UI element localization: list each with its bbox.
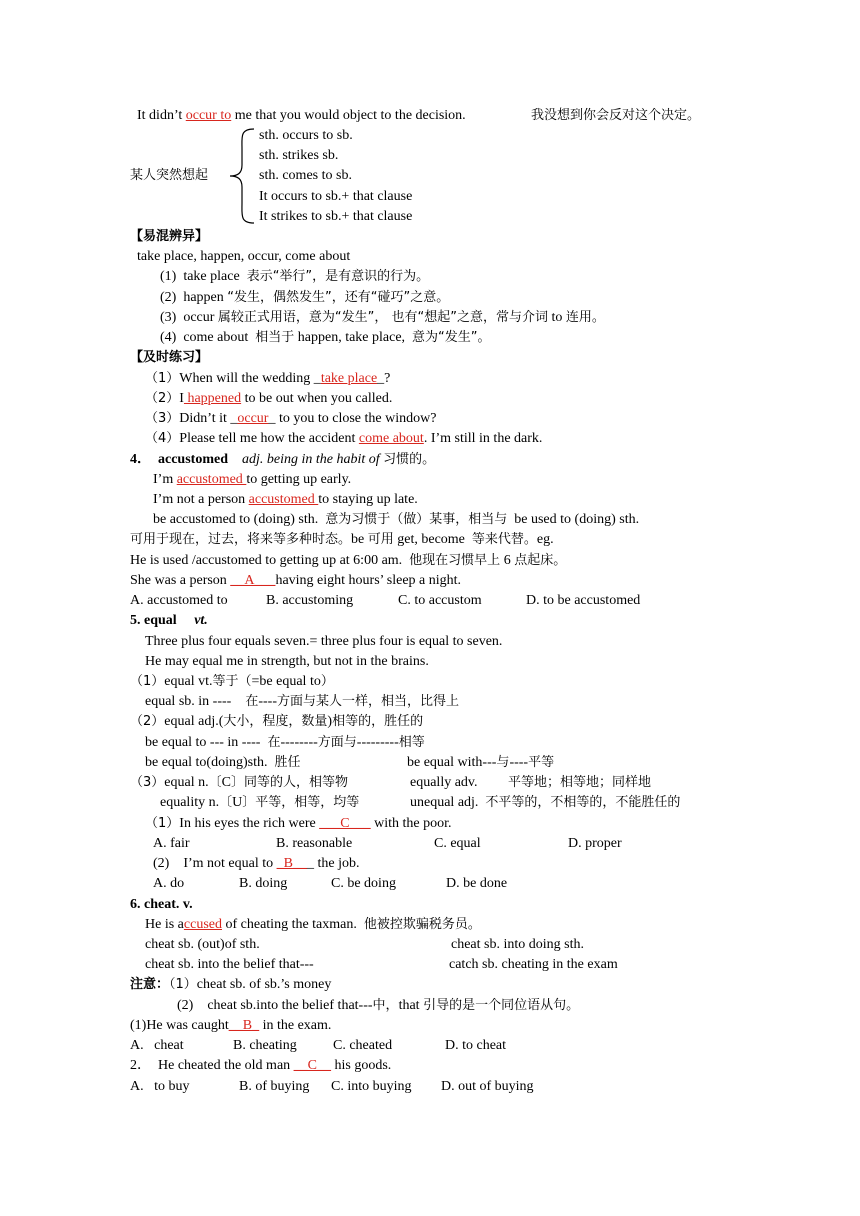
text-run: 引导的是一个同位语从句。: [423, 998, 580, 1013]
text-run: He may equal me in strength, but not in the brains.: [145, 654, 429, 669]
text-line: [145, 956, 314, 974]
text-line: [145, 815, 451, 833]
text-run: equality n.: [160, 795, 220, 810]
text-line: [568, 835, 622, 853]
text-line: [130, 1037, 184, 1055]
text-run: 不平等的，不相等的，不能胜任的: [485, 795, 681, 810]
text-line: [531, 107, 700, 125]
text-line: [508, 774, 651, 792]
text-run: 〕同等的人，相等物: [230, 775, 348, 790]
text-run: She was a person: [130, 573, 231, 588]
text-run: that: [398, 998, 424, 1013]
text-run: C. equal: [434, 836, 481, 851]
text-line: [239, 875, 287, 893]
text-line: [153, 875, 184, 893]
text-run: to staying up late.: [318, 492, 418, 507]
text-run: (2) I’m not equal to: [153, 856, 277, 871]
answer-text: __A___: [230, 573, 276, 588]
text-line: [153, 471, 351, 489]
text-line: [153, 835, 190, 853]
text-line: [130, 1057, 391, 1075]
text-run: happen, take place,: [294, 330, 413, 345]
text-run: I: [179, 391, 184, 406]
curly-brace-icon: [228, 127, 258, 225]
text-run: 胜任: [274, 755, 301, 770]
text-run: 等来代替。: [471, 532, 537, 547]
text-line: [130, 713, 423, 731]
answer-text: come about: [358, 431, 424, 446]
text-run: D. to be accustomed: [526, 593, 641, 608]
text-line: [130, 552, 566, 570]
text-run: （2）: [130, 714, 165, 729]
text-run: U: [232, 795, 243, 810]
text-run: In his eyes the rich were: [179, 816, 320, 831]
text-run: _?: [377, 371, 391, 386]
text-line: [130, 1078, 190, 1096]
text-run: [228, 452, 242, 467]
text-run: get, become: [393, 532, 472, 547]
text-line: [130, 349, 208, 367]
text-line: [145, 936, 260, 954]
text-run: . I’m still in the dark.: [423, 431, 543, 446]
text-line: [160, 309, 605, 327]
text-run: B. reasonable: [276, 836, 353, 851]
text-run: equal vt.: [164, 674, 213, 689]
text-run: to getting up early.: [246, 472, 352, 487]
text-run: D. be done: [446, 876, 508, 891]
text-line: [259, 167, 352, 185]
text-line: [130, 896, 193, 914]
text-run: It didn’t: [137, 108, 186, 123]
text-run: (2) cheat sb.into the belief that---: [177, 998, 373, 1013]
text-line: [410, 774, 478, 792]
text-line: [451, 936, 584, 954]
text-run: be equal to --- in ----: [145, 735, 268, 750]
text-line: [333, 1037, 392, 1055]
answer-text: occur to: [185, 108, 232, 123]
text-run: _ to you to close the window?: [268, 411, 437, 426]
text-run: ----: [509, 755, 529, 770]
answer-text: __C__: [293, 1058, 332, 1073]
text-run: C: [221, 775, 231, 790]
text-line: [434, 835, 481, 853]
text-run: his goods.: [331, 1058, 392, 1073]
text-line: [130, 228, 208, 246]
text-line: [276, 835, 352, 853]
text-run: “发生，偶然发生”，还有“碰巧”之意。: [227, 290, 450, 305]
text-run: 6: [500, 553, 515, 568]
text-line: [137, 248, 350, 266]
text-run: （2）: [145, 391, 180, 406]
text-run: (1) take place: [160, 269, 247, 284]
text-line: [177, 997, 579, 1015]
text-run: 在: [267, 735, 281, 750]
text-run: 意为“发生”。: [412, 330, 491, 345]
text-run: C. cheated: [333, 1038, 393, 1053]
answer-text: take place: [320, 371, 378, 386]
text-line: [130, 774, 348, 792]
text-line: [239, 1078, 309, 1096]
text-line: [145, 370, 390, 388]
text-run: A. cheat: [130, 1038, 184, 1053]
text-line: [259, 127, 353, 145]
text-run: 意为习惯于（做）某事，相当与: [325, 512, 508, 527]
text-run: He is a: [145, 917, 184, 932]
text-run: ----: [258, 694, 277, 709]
answer-text: __B_: [228, 1018, 260, 1033]
text-run: He is used /accustomed to getting up at 6:00 am.: [130, 553, 410, 568]
text-line: [130, 1017, 331, 1035]
text-run: 注意：: [130, 977, 170, 992]
text-run: ): [327, 714, 333, 729]
text-run: Didn’t it _: [179, 411, 238, 426]
text-line: [153, 491, 418, 509]
text-line: [137, 107, 466, 125]
answer-text: ___C___: [319, 816, 371, 831]
text-run: 表示“举行”，是有意识的行为。: [246, 269, 430, 284]
text-run: 2． He cheated the old man: [130, 1058, 294, 1073]
text-run: I’m: [153, 472, 177, 487]
text-run: D. to cheat: [445, 1038, 507, 1053]
text-run: B. accustoming: [266, 593, 354, 608]
text-run: be equal to(doing)sth.: [145, 755, 275, 770]
answer-text: accustomed: [176, 472, 247, 487]
text-run: be accustomed to (doing) sth.: [153, 512, 326, 527]
text-run: to: [548, 310, 566, 325]
text-line: [145, 734, 425, 752]
text-run: （1）: [130, 674, 165, 689]
text-run: having eight hours’ sleep a night.: [275, 573, 462, 588]
text-line: [160, 268, 429, 286]
text-run: 与: [496, 755, 510, 770]
text-line: [407, 754, 554, 772]
text-run: A. accustomed to: [130, 593, 228, 608]
text-run: 〔: [208, 775, 222, 790]
answer-text: occur: [237, 411, 269, 426]
text-run: with the poor.: [370, 816, 452, 831]
text-run: me that you would object to the decision.: [231, 108, 466, 123]
text-run: equal n.: [164, 775, 209, 790]
text-line: [266, 592, 353, 610]
text-run: 大小，程度，数量: [223, 714, 328, 729]
text-run: B. of buying: [239, 1079, 310, 1094]
text-run: （1）: [145, 816, 180, 831]
text-line: [410, 794, 680, 812]
text-run: A. do: [153, 876, 185, 891]
text-line: [259, 147, 338, 165]
text-line: [446, 875, 507, 893]
text-run: vt.: [194, 613, 208, 628]
text-line: [441, 1078, 534, 1096]
text-run: ---------: [356, 735, 399, 750]
text-run: C. be doing: [331, 876, 396, 891]
text-run: 方面与: [317, 735, 357, 750]
text-run: 我没想到你会反对这个决定。: [531, 108, 701, 123]
text-run: （1）: [145, 371, 180, 386]
text-run: （3）: [145, 411, 180, 426]
text-run: eg.: [536, 532, 554, 547]
text-line: [160, 289, 449, 307]
text-run: adj. being in the habit of: [242, 452, 384, 467]
text-run: 6. cheat. v.: [130, 897, 193, 912]
text-run: 【及时练习】: [130, 350, 209, 365]
text-run: 5. equal: [130, 613, 177, 628]
text-line: [160, 794, 359, 812]
answer-text: accustomed: [248, 492, 319, 507]
text-run: be equal with---: [407, 755, 497, 770]
text-run: D. proper: [568, 836, 622, 851]
text-line: [153, 511, 639, 529]
text-run: Three plus four equals seven.= three plus four is equal to seven.: [145, 634, 503, 649]
text-line: [233, 1037, 297, 1055]
text-run: be: [351, 532, 368, 547]
text-run: A. to buy: [130, 1079, 190, 1094]
text-run: to be out when you called.: [241, 391, 393, 406]
text-line: [145, 390, 392, 408]
text-run: 【易混辨异】: [130, 229, 209, 244]
text-run: B. doing: [239, 876, 288, 891]
text-run: [177, 613, 195, 628]
text-run: 相等: [398, 735, 425, 750]
text-run: （1）: [169, 977, 197, 992]
text-run: B. cheating: [233, 1038, 297, 1053]
text-run: cheat sb. (out)of sth.: [145, 937, 260, 952]
text-line: [130, 167, 208, 185]
text-run: 他被控欺骗税务员。: [363, 917, 481, 932]
text-run: It occurs to sb.+ that clause: [259, 189, 413, 204]
text-run: equal sb. in ----: [145, 694, 246, 709]
text-run: 相当于: [255, 330, 295, 345]
text-run: 在: [245, 694, 259, 709]
text-run: sth. strikes sb.: [259, 148, 339, 163]
text-line: [331, 875, 396, 893]
text-line: [145, 916, 481, 934]
text-run: 可用于现在，过去，将来等多种时态。: [130, 532, 352, 547]
text-run: (3) occur: [160, 310, 218, 325]
text-run: 等于（: [212, 674, 252, 689]
text-run: ）: [320, 674, 334, 689]
text-run: 习惯的。: [383, 452, 436, 467]
text-run: cheat sb. into the belief that---: [145, 957, 314, 972]
text-run: sth. comes to sb.: [259, 168, 352, 183]
text-run: 属较正式用语，意为“发生”， 也有“想起”之意，常与介词: [217, 310, 548, 325]
text-line: [331, 1078, 412, 1096]
text-line: [130, 451, 435, 469]
text-run: Please tell me how the accident: [179, 431, 359, 446]
text-run: catch sb. cheating in the exam: [449, 957, 618, 972]
text-run: in the exam.: [259, 1018, 332, 1033]
answer-text: ccused: [183, 917, 222, 932]
text-run: 平等地；相等地；同样地: [508, 775, 652, 790]
text-line: [130, 531, 554, 549]
text-run: C. to accustom: [398, 593, 482, 608]
text-line: [145, 410, 436, 428]
text-run: When will the wedding _: [179, 371, 321, 386]
text-run: unequal adj.: [410, 795, 486, 810]
text-line: [145, 653, 429, 671]
text-line: [130, 572, 461, 590]
text-run: 方面与某人一样，相当，比得上: [276, 694, 459, 709]
text-run: I’m not a person: [153, 492, 249, 507]
text-run: A. fair: [153, 836, 190, 851]
text-line: [130, 976, 331, 994]
text-run: equal adj.(: [164, 714, 224, 729]
text-run: (1)He was caught: [130, 1018, 229, 1033]
text-run: (4) come about: [160, 330, 256, 345]
text-run: equally adv.: [410, 775, 478, 790]
text-run: （3）: [130, 775, 165, 790]
text-run: D. out of buying: [441, 1079, 534, 1094]
text-run: It strikes to sb.+ that clause: [259, 209, 413, 224]
text-run: 相等的，胜任的: [332, 714, 424, 729]
text-run: =be equal to: [251, 674, 321, 689]
text-run: take place, happen, occur, come about: [137, 249, 351, 264]
text-run: 平等: [528, 755, 555, 770]
text-line: [160, 329, 491, 347]
text-line: [130, 592, 228, 610]
text-run: 某人突然想起: [130, 168, 209, 183]
text-line: [130, 673, 334, 691]
answer-text: _B__: [276, 856, 307, 871]
text-line: [259, 188, 412, 206]
text-run: 4． accustomed: [130, 452, 228, 467]
text-run: 他现在习惯早上: [409, 553, 501, 568]
text-run: 〕平等，相等，均等: [242, 795, 360, 810]
text-run: be used to (doing) sth.: [507, 512, 640, 527]
text-line: [445, 1037, 506, 1055]
text-line: [145, 430, 542, 448]
text-line: [398, 592, 482, 610]
text-run: 中，: [372, 998, 399, 1013]
text-line: [130, 612, 208, 630]
text-run: (2) happen: [160, 290, 228, 305]
text-run: --------: [280, 735, 318, 750]
text-run: of cheating the taxman.: [221, 917, 364, 932]
text-run: 点起床。: [514, 553, 567, 568]
text-run: cheat sb. into doing sth.: [451, 937, 584, 952]
text-line: [145, 633, 502, 651]
text-run: sth. occurs to sb.: [259, 128, 353, 143]
text-line: [449, 956, 618, 974]
text-run: 可用: [367, 532, 394, 547]
text-line: [259, 208, 412, 226]
text-run: 连用。: [565, 310, 605, 325]
answer-text: happened: [183, 391, 242, 406]
text-line: [145, 693, 459, 711]
text-run: 〔: [219, 795, 233, 810]
text-line: [526, 592, 640, 610]
text-run: （4）: [145, 431, 180, 446]
text-run: C. into buying: [331, 1079, 412, 1094]
text-line: [145, 754, 301, 772]
text-run: cheat sb. of sb.’s money: [196, 977, 332, 992]
text-run: _ the job.: [306, 856, 360, 871]
text-line: [153, 855, 359, 873]
